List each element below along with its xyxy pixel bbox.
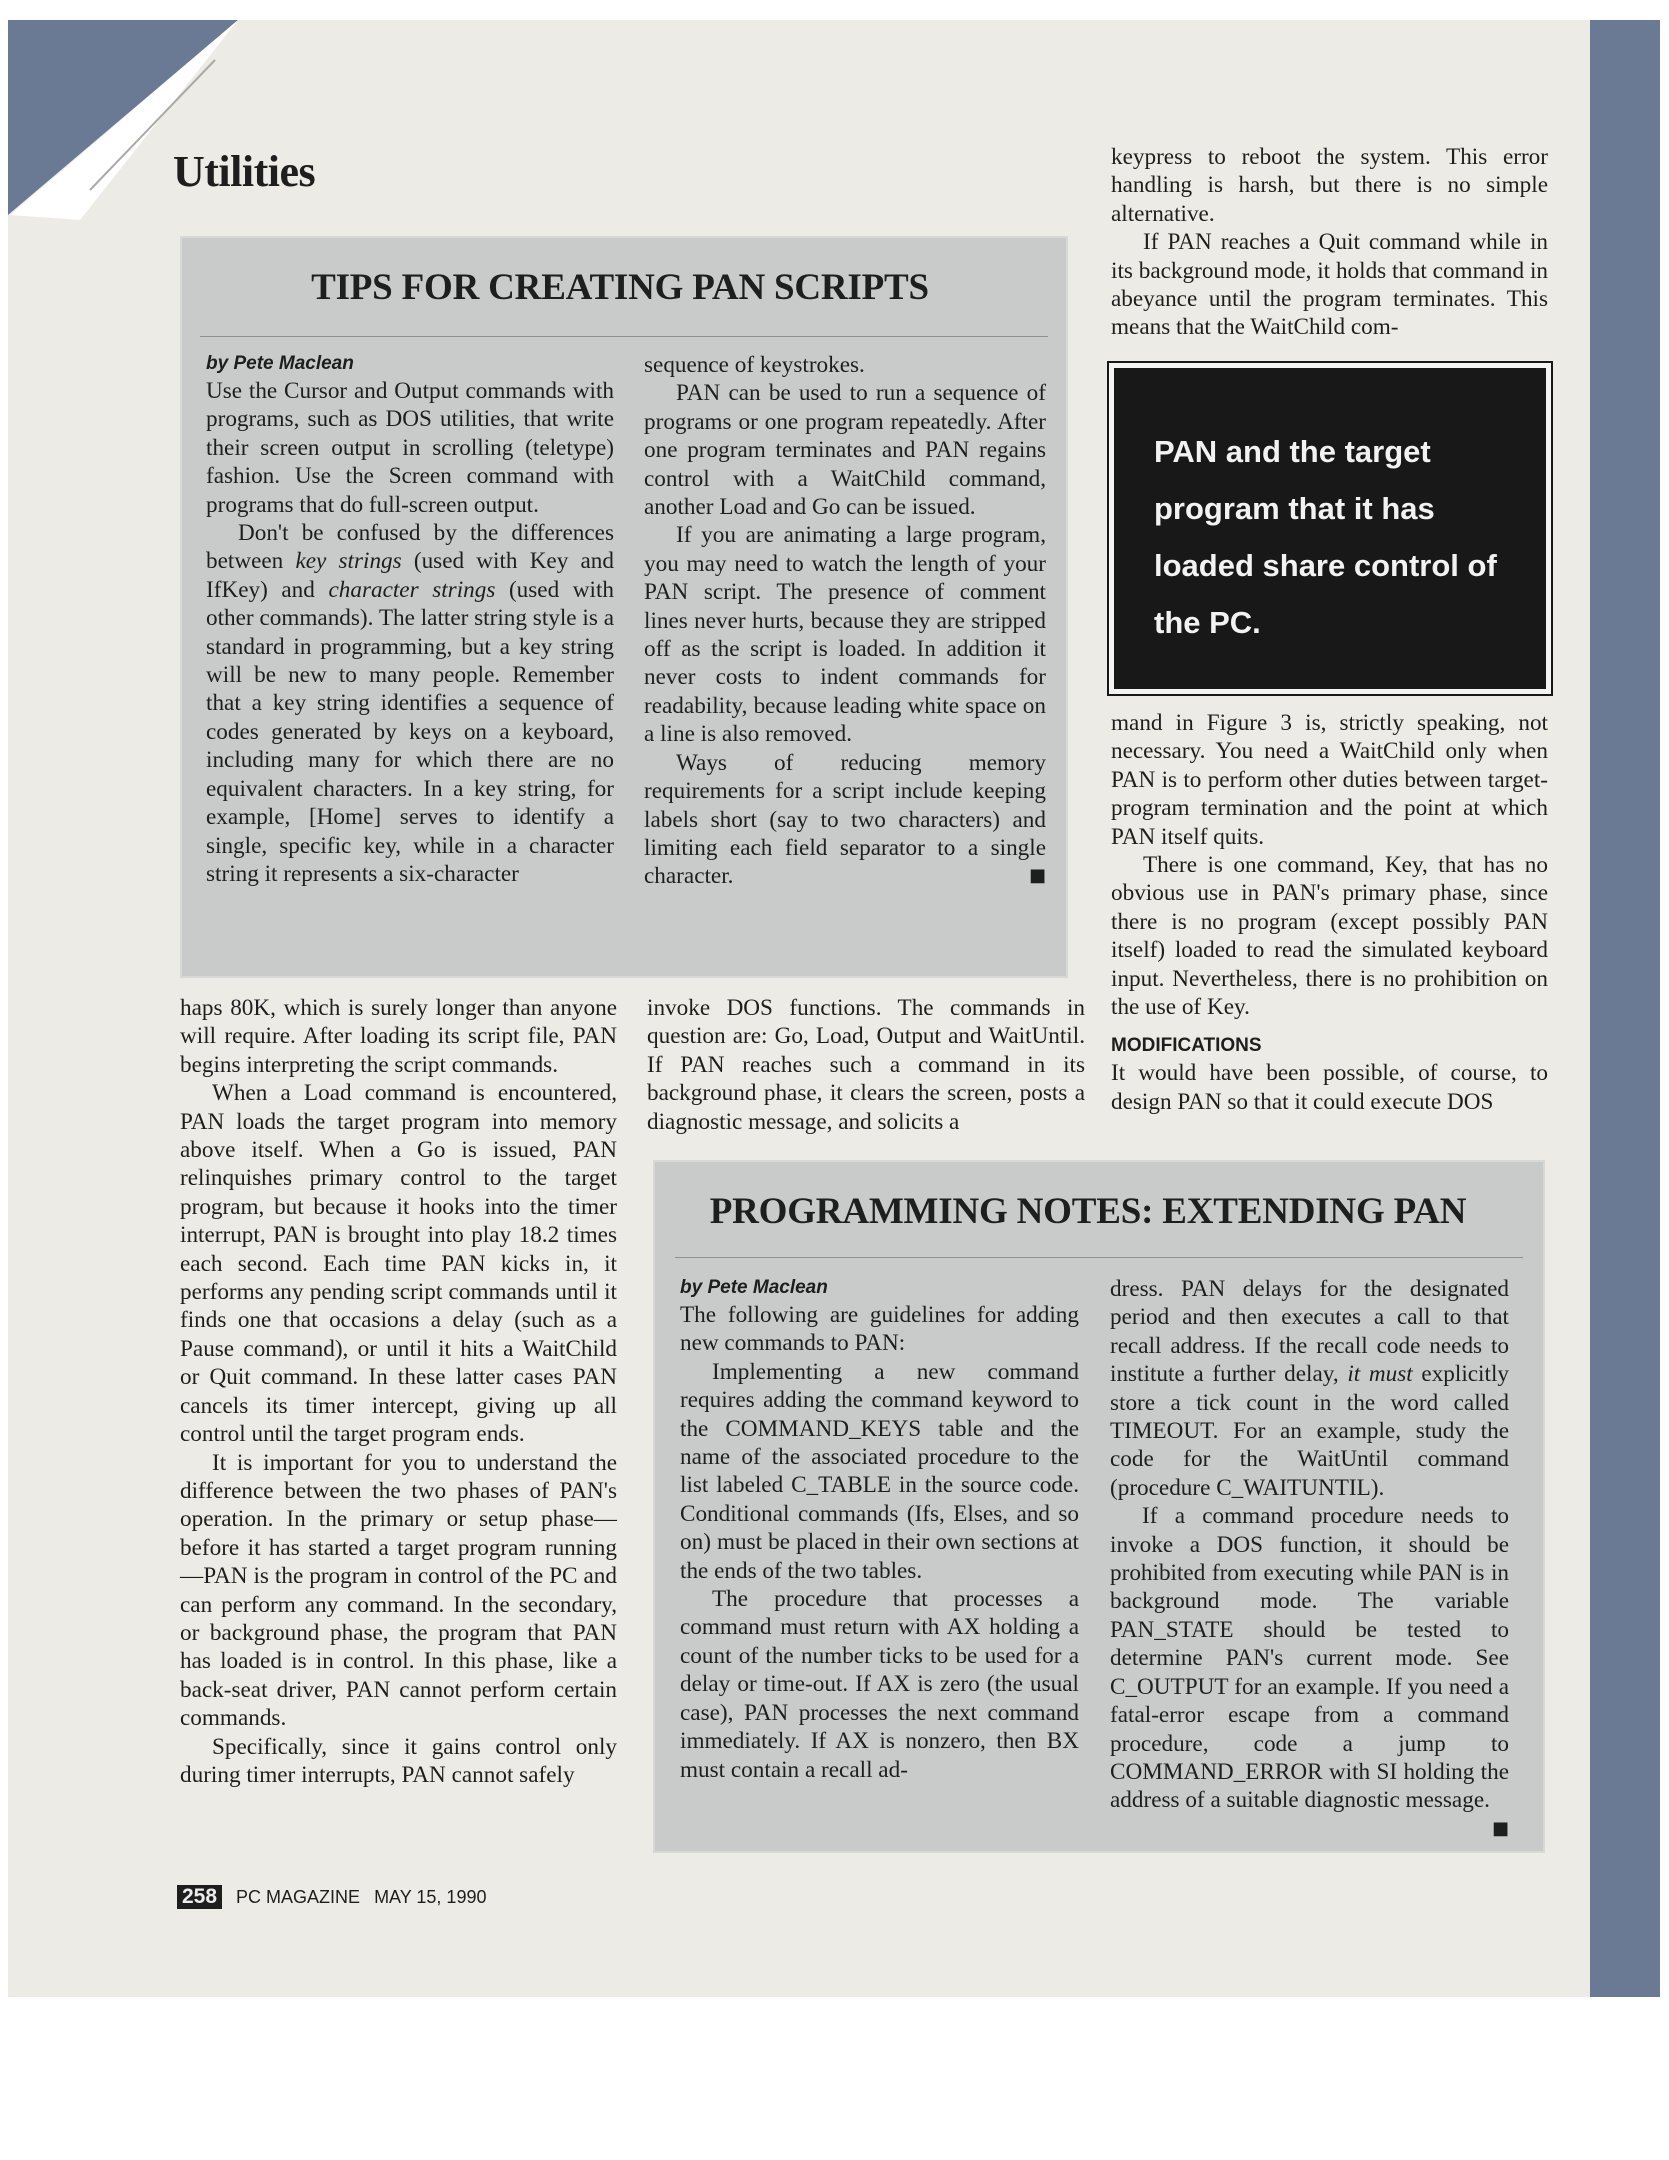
notes-paragraph: If a command procedure needs to invoke a DOS function, it should be prohibited from executing while PAN is in background mode. The variable PAN_STATE should be tested to determine PAN's current mode. See C_OUTPUT for an example. If you need a fatal-error escape from a command procedure, code a jump to COMMAND_ERROR with SI holding the address of a suitable diagnostic message. ■ — [1110, 1502, 1509, 1814]
section-heading: Utilities — [173, 147, 316, 196]
modifications-subhead: MODIFICATIONS — [1111, 1035, 1262, 1057]
article-paragraph: keypress to reboot the system. This error handling is harsh, but there is no simple alternative. — [1111, 144, 1548, 227]
article-paragraph: There is one command, Key, that has no obvious use in PAN's primary phase, since there is no program (except possibly PAN itself) loaded to read the simulated keyboard input. Nevertheless, there is no prohibition on the use of Key. — [1111, 852, 1548, 1021]
tips-column-1 — [206, 351, 614, 888]
tips-paragraph: If you are animating a large program, you may need to watch the length of your PAN script. The presence of comment lines never hurts, because they are stripped off as the script is loaded. In addition it never costs to indent commands for readability, because leading white space on a line is also removed. — [644, 522, 1046, 748]
tips-title-rule — [200, 336, 1048, 337]
tips-paragraph: Use the Cursor and Output commands with programs, such as DOS utilities, that write their screen output in scrolling (teletype) fashion. Use the Screen command with programs that do full-screen output. — [206, 378, 614, 518]
programming-notes-sidebar — [653, 1160, 1545, 1853]
article-paragraph: When a Load command is encountered, PAN loads the target program into memory above itself. When a Go is issued, PAN relinquishes primary control to the target program, but because it hooks into the timer interrupt, PAN is brought into play 18.2 times each second. Each time PAN kicks in, it performs any pending script commands until it finds one that occasions a delay (such as a Pause command), or until it hits a WaitChild or Quit command. In these latter cases PAN cancels its timer intercept, giving up all control until the target program ends. — [180, 1080, 617, 1448]
pull-quote-box — [1109, 363, 1551, 694]
article-column-3-top — [1111, 143, 1548, 342]
article-column-3-bottom — [1111, 709, 1548, 1116]
tips-paragraph: PAN can be used to run a sequence of programs or one program repeatedly. After one program terminates and PAN regains control with a WaitChild command, another Load and Go can be issued. — [644, 380, 1046, 521]
article-paragraph: haps 80K, which is surely longer than anyone will require. After loading its script file, PAN begins interpreting the script commands. — [180, 995, 617, 1078]
article-paragraph: Specifically, since it gains control only during timer interrupts, PAN cannot safely — [180, 1733, 617, 1788]
article-paragraph: If PAN reaches a Quit command while in its background mode, it holds that command in abeyance until the program terminates. This means that the WaitChild com- — [1111, 229, 1548, 341]
article-column-2 — [647, 994, 1085, 1136]
tips-paragraph: Ways of reducing memory requirements for a script include keeping labels short (say to two characters) and limiting each field separator to a single character. ■ — [644, 749, 1046, 890]
article-column-1 — [180, 994, 617, 1789]
tips-title: TIPS FOR CREATING PAN SCRIPTS — [311, 267, 929, 308]
end-mark: ■ — [1491, 1817, 1509, 1839]
notes-paragraph: The following are guidelines for adding new commands to PAN: — [680, 1302, 1079, 1357]
pull-quote-text: PAN and the target program that it has loaded share control of the PC. — [1154, 434, 1497, 640]
notes-column-2 — [1110, 1275, 1509, 1843]
notes-title: PROGRAMMING NOTES: EXTENDING PAN — [709, 1191, 1467, 1232]
tips-sidebar — [180, 236, 1068, 978]
notes-title-rule — [675, 1257, 1523, 1258]
end-mark: ■ — [1028, 865, 1046, 887]
notes-column-1 — [680, 1275, 1079, 1784]
article-paragraph: mand in Figure 3 is, strictly speaking, not necessary. You need a WaitChild only when PAN is to perform other duties between target-program termination and the point at which PAN itself quits. — [1111, 710, 1548, 850]
magazine-name: PC MAGAZINE — [236, 1887, 361, 1907]
page-number: 258 — [177, 1885, 222, 1909]
article-paragraph: It is important for you to understand the difference between the two phases of PAN's operation. In the primary or setup phase—before it has started a target program running—PAN is the program in control of the PC and can perform any command. In the secondary, or background phase, the program that PAN has loaded is in control. In this phase, like a back-seat driver, PAN cannot perform certain commands. — [180, 1449, 617, 1732]
tips-paragraph: sequence of keystrokes. — [644, 352, 865, 378]
tips-byline: by Pete Maclean — [206, 353, 354, 374]
issue-date: MAY 15, 1990 — [374, 1887, 487, 1907]
notes-paragraph: The procedure that processes a command must return with AX holding a count of the number ticks to be used for a delay or time-out. If AX is zero (the usual case), PAN processes the next command immediately. If AX is nonzero, then BX must contain a recall ad- — [680, 1586, 1079, 1783]
tips-paragraph: Don't be confused by the differences between key strings (used with Key and IfKey) and character strings (used with other commands). The latter string style is a standard in programming, but a key string will be new to many people. Remember that a key string identifies a sequence of codes generated by keys on a keyboard, including many for which there are no equivalent characters. In a key string, for example, [Home] serves to identify a single, specific key, while in a character string it represents a six-character — [206, 520, 614, 887]
notes-paragraph: dress. PAN delays for the designated period and then executes a call to that recall address. If the recall code needs to institute a further delay, it must explicitly store a tick count in the word called TIMEOUT. For an example, study the code for the WaitUntil command (procedure C_WAITUNTIL). — [1110, 1276, 1509, 1501]
notes-byline: by Pete Maclean — [680, 1277, 828, 1298]
article-paragraph: invoke DOS functions. The commands in question are: Go, Load, Output and WaitUntil. If PAN reaches such a command in its background phase, it clears the screen, posts a diagnostic message, and solicits a — [647, 995, 1085, 1135]
notes-paragraph: Implementing a new command requires adding the command keyword to the COMMAND_KEYS table and the name of the associated procedure to the list labeled C_TABLE in the source code. Conditional commands (Ifs, Elses, and so on) must be placed in their own sections at the ends of the two tables. — [680, 1358, 1079, 1584]
tips-column-2 — [644, 351, 1046, 891]
page-footer — [177, 1885, 500, 1909]
article-paragraph: It would have been possible, of course, to design PAN so that it could execute DOS — [1111, 1060, 1548, 1115]
